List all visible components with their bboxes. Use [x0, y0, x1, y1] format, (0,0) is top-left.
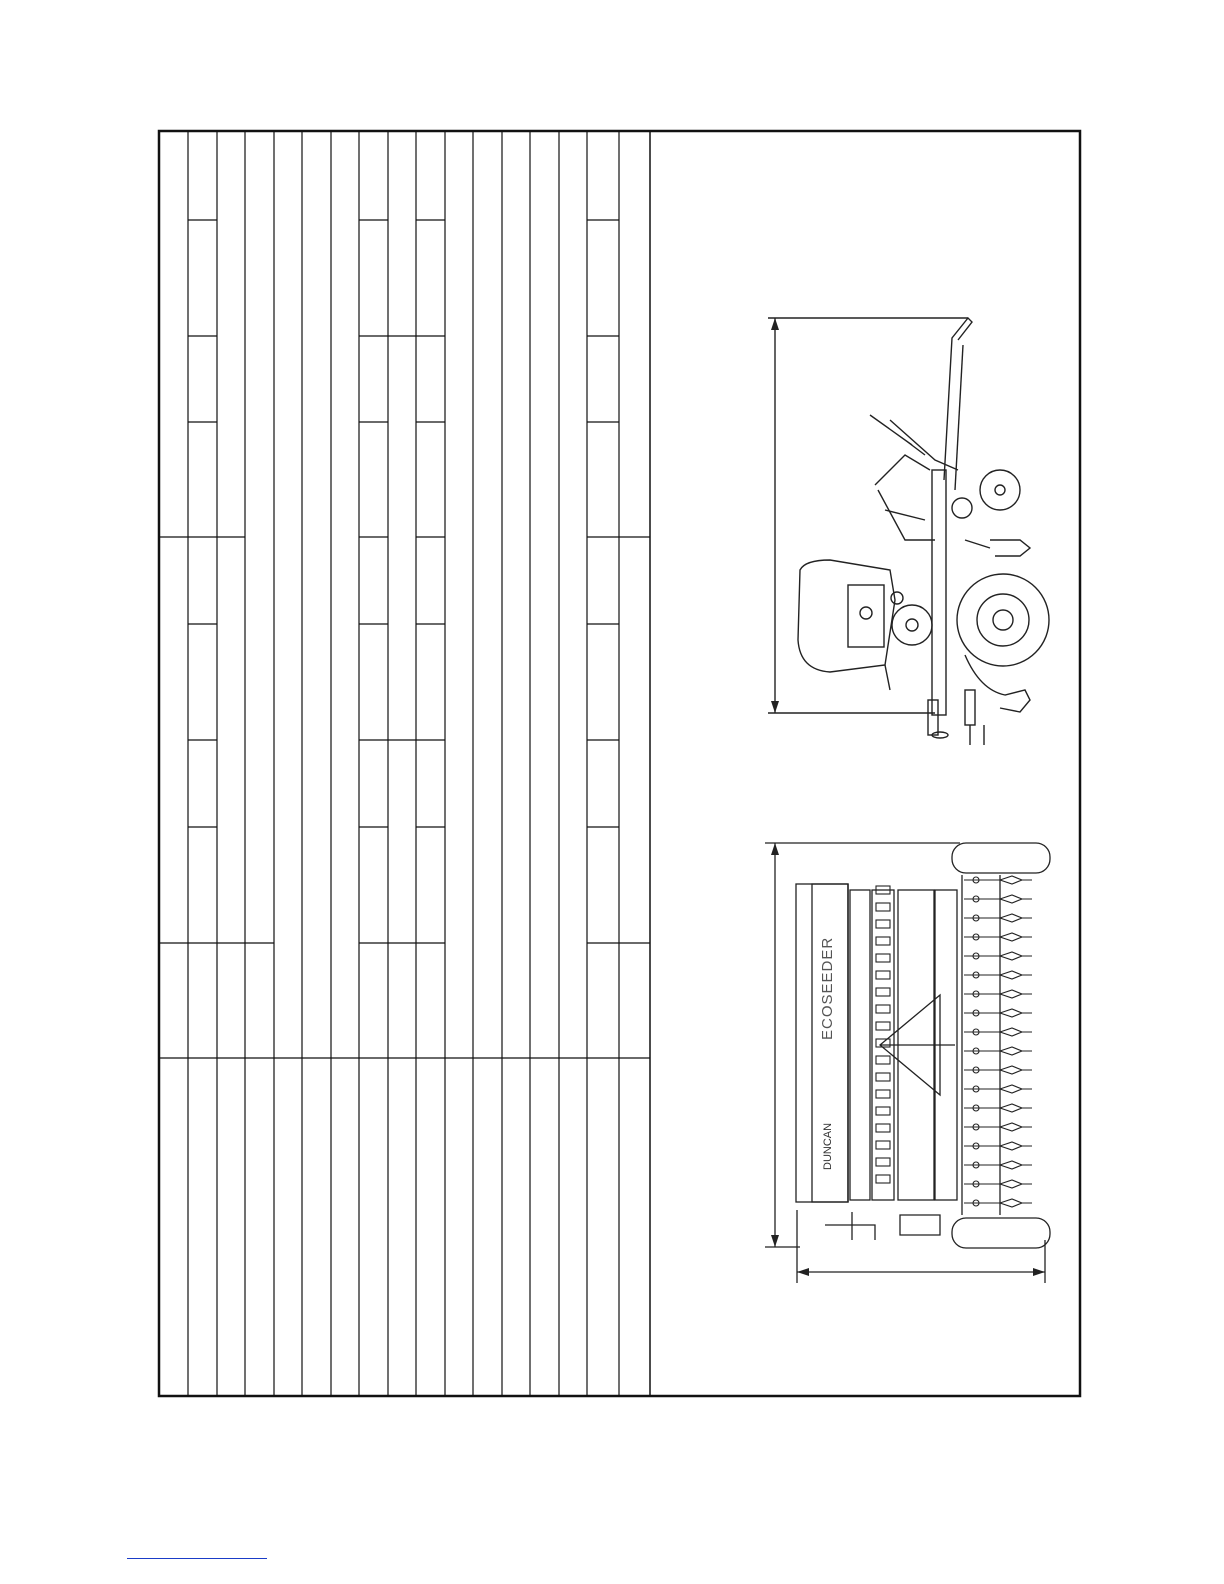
- seed-outlet: [876, 1005, 890, 1013]
- top-wheel-lower: [952, 1218, 1050, 1248]
- main-wheel: [957, 574, 1049, 666]
- seed-outlet: [876, 1022, 890, 1030]
- spec-table: [159, 131, 650, 1396]
- seed-outlet: [876, 903, 890, 911]
- top-wheel-upper: [952, 843, 1050, 873]
- side-view-drawing: [768, 318, 1049, 745]
- seed-outlet: [876, 920, 890, 928]
- seed-outlet: [876, 988, 890, 996]
- seed-outlet: [876, 1175, 890, 1183]
- top-view-drawing: [765, 843, 1050, 1283]
- footer-link-rule: [127, 1558, 267, 1559]
- seed-outlet: [876, 1090, 890, 1098]
- seed-outlet: [876, 1124, 890, 1132]
- seed-outlet: [876, 1073, 890, 1081]
- seed-outlet: [876, 1158, 890, 1166]
- seed-outlet: [876, 1107, 890, 1115]
- seed-outlet: [876, 971, 890, 979]
- seed-outlet: [876, 954, 890, 962]
- top-view-brand-text: DUNCAN: [822, 1122, 834, 1170]
- tine-array: [876, 876, 1032, 1207]
- seed-outlet: [876, 1056, 890, 1064]
- seed-outlet: [876, 937, 890, 945]
- top-view-model-text: ECOSEEDER: [819, 936, 836, 1040]
- seed-outlet: [876, 1141, 890, 1149]
